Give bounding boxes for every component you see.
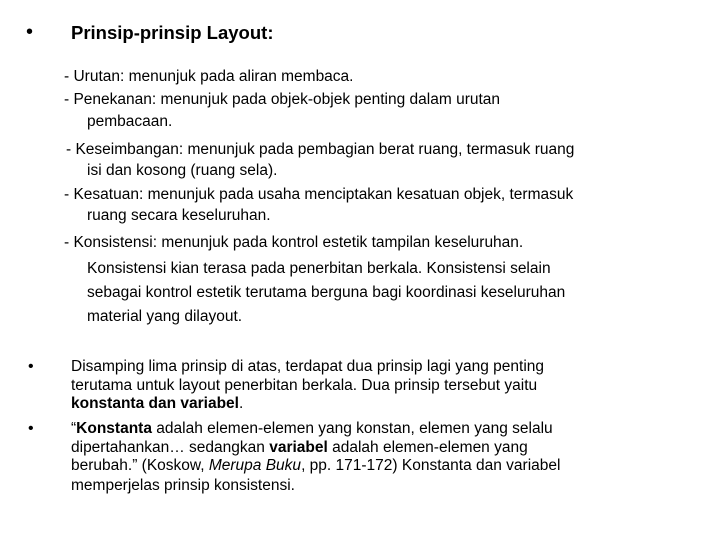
bullet-icon: •	[28, 420, 34, 437]
principle-line: sebagai kontrol estetik terutama berguna bagi koordinasi keseluruhan	[87, 284, 566, 301]
principle-line: pembacaan.	[87, 113, 173, 130]
bold-term: Konstanta	[76, 420, 152, 437]
bullet2-line	[71, 456, 560, 476]
principle-line: - Keseimbangan: menunjuk pada pembagian berat ruang, termasuk ruang	[66, 141, 575, 158]
principle-line: Konsistensi kian terasa pada penerbitan berkala. Konsistensi selain	[87, 260, 551, 277]
bold-term: variabel	[269, 439, 328, 456]
text: adalah elemen-elemen yang konstan, elemen yang selalu	[151, 420, 553, 437]
principle-line: material yang dilayout.	[87, 308, 243, 325]
principle-line: - Urutan: menunjuk pada aliran membaca.	[64, 68, 354, 85]
bullet1-line	[71, 394, 243, 414]
book-title: Merupa Buku	[208, 457, 302, 474]
text: adalah elemen-elemen yang	[327, 439, 528, 456]
slide-title: Prinsip-prinsip Layout:	[71, 22, 274, 43]
principle-line: ruang secara keseluruhan.	[87, 207, 271, 224]
bullet2-line	[71, 438, 528, 458]
bullet2-line	[71, 419, 553, 439]
bullet-icon: •	[26, 21, 34, 43]
text: dipertahankan… sedangkan	[71, 439, 270, 456]
bullet1-line: terutama untuk layout penerbitan berkala. Dua prinsip tersebut yaitu	[71, 377, 538, 394]
bullet-icon: •	[28, 358, 34, 375]
text: berubah.” (Koskow,	[71, 457, 209, 474]
principle-line: - Konsistensi: menunjuk pada kontrol estetik tampilan keseluruhan.	[64, 234, 524, 251]
principle-line: - Kesatuan: menunjuk pada usaha menciptakan kesatuan objek, termasuk	[64, 186, 574, 203]
bullet1-line: Disamping lima prinsip di atas, terdapat dua prinsip lagi yang penting	[71, 358, 545, 375]
bullet2-line: memperjelas prinsip konsistensi.	[71, 477, 295, 494]
principle-line: - Penekanan: menunjuk pada objek-objek penting dalam urutan	[64, 91, 501, 108]
text: .	[238, 395, 244, 412]
text: “	[71, 420, 77, 437]
bold-term: konstanta dan variabel	[71, 395, 239, 412]
principle-line: isi dan kosong (ruang sela).	[87, 162, 278, 179]
text: , pp. 171-172) Konstanta dan variabel	[301, 457, 561, 474]
